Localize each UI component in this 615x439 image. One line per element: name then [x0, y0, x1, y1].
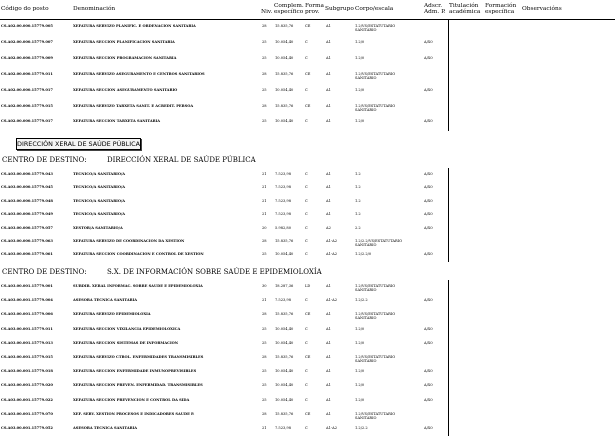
post-denomination: XEFATURA SERVIZO PLANIFIC. E ORDENACIÓN SANITARIA: [73, 24, 196, 28]
post-code: CS.A03.00.001.15779.018: [1, 369, 53, 374]
post-complement: 15.835,76: [275, 103, 294, 108]
post-denomination: XEFATURA SECCIÓN ENFERMIDADE INMUNOPREVISIBLES: [73, 369, 197, 374]
post-code: CS.A02.00.000.15779.005: [1, 24, 53, 28]
post-corps: 1.2/VS/ESTATUTARIO: [355, 284, 396, 288]
post-level: 21: [262, 172, 267, 176]
post-complement: 7.523,98: [275, 426, 292, 430]
post-level: 28: [262, 71, 267, 76]
column-rule: [448, 20, 449, 131]
table-row: [0, 383, 615, 389]
post-subgroup: A1: [326, 55, 331, 60]
post-provision-form: C: [305, 298, 308, 303]
post-adscription: A/X0: [424, 225, 433, 230]
post-subgroup: A1: [326, 87, 331, 92]
post-provision-form: C: [305, 185, 308, 190]
post-level: 28: [262, 24, 267, 28]
post-complement: 15.835,76: [275, 355, 294, 359]
post-corps: 1.2/0: [355, 397, 365, 402]
post-level: 25: [262, 87, 267, 92]
post-level: 25: [262, 119, 267, 124]
header-level: Niv.: [261, 9, 273, 15]
table-row: [0, 56, 615, 62]
post-code: CS.A03.00.001.15779.020: [1, 383, 53, 388]
post-subgroup: A1: [326, 411, 331, 416]
post-provision-form: C: [305, 212, 308, 217]
post-adscription: A/X0: [424, 198, 433, 203]
post-complement: 15.835,76: [275, 71, 294, 76]
post-complement: 10.054,40: [275, 369, 294, 374]
post-subgroup: A1: [326, 312, 331, 317]
post-code: CS.A03.00.001.15779.001: [1, 284, 53, 288]
table-row: [0, 72, 615, 78]
header-corps: Corpo/escala: [355, 6, 394, 12]
post-level: 25: [262, 383, 267, 388]
post-denomination: TÉCNICO/A SANITARIO/A: [73, 198, 126, 203]
post-denomination: TÉCNICO/A SANITARIO/A: [73, 185, 126, 190]
post-corps: SANITARIO: [355, 316, 377, 321]
post-denomination: SUBDIR. XERAL INFORMAC. SOBRE SAÚDE E EPIDEMIOLOXÍA: [73, 284, 203, 288]
post-corps: 1.2: [355, 172, 361, 176]
post-subgroup: A1: [326, 39, 331, 44]
post-complement: 15.835,76: [275, 411, 294, 416]
post-corps: 1.2/0: [355, 119, 365, 124]
header-observations: Observacións: [522, 6, 562, 12]
post-subgroup: A1: [326, 355, 331, 359]
post-code: CS.A03.00.000.15779.057: [1, 225, 53, 230]
post-corps: 2.2: [355, 225, 361, 230]
post-level: 30: [262, 284, 267, 288]
table-row: [0, 298, 615, 304]
post-subgroup: A1: [326, 397, 331, 402]
post-subgroup: A1-A2: [326, 239, 337, 243]
post-complement: 10.054,40: [275, 87, 294, 92]
post-corps: 1.2/0: [355, 340, 365, 345]
header-complement-top: Complem.: [274, 3, 304, 9]
post-adscription: A/X0: [424, 298, 433, 303]
post-complement: 10.054,40: [275, 252, 294, 257]
post-provision-form: CE: [305, 411, 311, 416]
post-provision-form: LD: [305, 284, 311, 288]
header-rule: [0, 19, 615, 20]
post-level: 25: [262, 39, 267, 44]
post-code: CS.A02.00.000.15779.009: [1, 55, 53, 60]
post-provision-form: C: [305, 198, 308, 203]
post-subgroup: A1-A2: [326, 252, 337, 257]
table-row: [0, 355, 615, 361]
table-row: [0, 369, 615, 375]
post-complement: 10.054,40: [275, 340, 294, 345]
post-code: CS.A03.00.000.15779.061: [1, 252, 53, 257]
post-denomination: XESTOR/A SANITARIO/A: [73, 225, 123, 230]
post-adscription: A/X0: [424, 369, 433, 374]
post-provision-form: C: [305, 252, 308, 257]
post-corps: SANITARIO: [355, 243, 377, 247]
table-row: [0, 40, 615, 46]
post-denomination: TÉCNICO/A SANITARIO/A: [73, 172, 126, 176]
post-provision-form: CE: [305, 71, 311, 76]
post-subgroup: A1: [326, 119, 331, 124]
post-level: 21: [262, 426, 267, 430]
header-complement-bottom: específico: [274, 9, 304, 15]
post-adscription: A/X0: [424, 340, 433, 345]
post-subgroup: A1: [326, 172, 331, 176]
post-provision-form: C: [305, 383, 308, 388]
post-provision-form: CE: [305, 312, 311, 317]
post-denomination: XEFATURA SECCIÓN PROGRAMACIÓN SANITARIA: [73, 55, 177, 60]
post-level: 28: [262, 312, 267, 317]
post-level: 21: [262, 298, 267, 303]
post-adscription: A/X0: [424, 185, 433, 190]
post-provision-form: C: [305, 87, 308, 92]
post-subgroup: A1: [326, 212, 331, 217]
table-row: [0, 426, 615, 432]
post-subgroup: A2: [326, 225, 331, 230]
table-row: [0, 172, 615, 178]
post-code: CS.A02.00.000.15779.007: [1, 39, 53, 44]
post-code: CS.A03.00.000.15779.045: [1, 185, 53, 190]
post-denomination: XEFATURA SECCIÓN SISTEMAS DE INFORMACIÓN: [73, 340, 179, 345]
post-complement: 10.054,40: [275, 397, 294, 402]
post-adscription: A/X0: [424, 39, 433, 44]
post-corps: 1.2/VS/ESTATUTARIO: [355, 355, 396, 359]
post-subgroup: A1-A2: [326, 298, 337, 303]
header-training-bottom: específica: [485, 9, 515, 15]
post-corps: 1.2/0: [355, 326, 365, 331]
post-code: CS.A03.00.001.15779.013: [1, 340, 53, 345]
header-adscription-top: Adscr.: [424, 3, 443, 9]
post-provision-form: CE: [305, 24, 311, 28]
post-corps: 1.2/2.2/VS/ESTATUTARIO: [355, 239, 403, 243]
post-subgroup: A1-A2: [326, 426, 337, 430]
post-corps: 1.2/VS/ESTATUTARIO: [355, 103, 396, 108]
post-subgroup: A1: [326, 369, 331, 374]
post-subgroup: A1: [326, 185, 331, 190]
post-adscription: A/X0: [424, 426, 433, 430]
post-adscription: A/X0: [424, 87, 433, 92]
post-adscription: A/X0: [424, 252, 433, 257]
post-level: 21: [262, 198, 267, 203]
post-subgroup: A1: [326, 71, 331, 76]
post-corps: 1.2/0: [355, 39, 365, 44]
post-complement: 7.523,98: [275, 172, 292, 176]
post-denomination: TÉCNICO/A SANITARIO/A: [73, 212, 126, 217]
post-corps: SANITARIO: [355, 75, 377, 80]
table-row: [0, 252, 615, 258]
table-row: [0, 104, 615, 110]
column-rule: [448, 168, 449, 262]
header-training-top: Formación: [485, 3, 517, 9]
table-row: [0, 312, 615, 321]
post-complement: 15.835,76: [275, 312, 294, 317]
post-denomination: ASESORA TÉCNICA SANITARIA: [73, 426, 138, 430]
table-row: [0, 284, 615, 290]
post-corps: SANITARIO: [355, 28, 377, 32]
post-subgroup: A1: [326, 340, 331, 345]
post-level: 25: [262, 340, 267, 345]
destination-label: CENTRO DE DESTINO:: [2, 156, 87, 164]
column-rule: [448, 280, 449, 436]
destination-value: S.X. DE INFORMACIÓN SOBRE SAÚDE E EPIDEMIOLOXÍA: [107, 268, 322, 276]
post-complement: 10.054,40: [275, 326, 294, 331]
post-corps: SANITARIO: [355, 107, 377, 112]
post-denomination: XEFATURA SECCIÓN VIXILANCIA EPIDEMIOLÓXICA: [73, 326, 181, 331]
post-code: CS.A02.00.000.15779.017: [1, 87, 53, 92]
post-level: 25: [262, 326, 267, 331]
table-row: [0, 239, 615, 245]
post-denomination: XEFATURA SECCIÓN PLANIFICACIÓN SANITARIA: [73, 39, 175, 44]
post-level: 28: [262, 103, 267, 108]
table-row: [0, 412, 615, 418]
post-code: CS.A03.00.001.15779.006: [1, 312, 53, 317]
post-level: 21: [262, 212, 267, 217]
table-row: [0, 398, 615, 404]
table-row: [0, 24, 615, 30]
post-subgroup: A1: [326, 198, 331, 203]
post-code: CS.A02.00.000.15779.015: [1, 103, 53, 108]
table-row: [0, 199, 615, 205]
post-denomination: XEFATURA SECCIÓN TARXETA SANITARIA: [73, 119, 161, 124]
post-denomination: XEFATURA SERVIZO CTROL. ENFERMIDADES TRANSMISIBLES: [73, 355, 204, 359]
post-corps: 1.2/2.2: [355, 426, 368, 430]
post-denomination: XEF. SERV. XESTIÓN PROCESOS E INDICADORES SAÚDE P.: [73, 411, 195, 416]
post-code: CS.A03.00.001.15779.011: [1, 326, 53, 331]
post-code: CS.A03.00.001.15779.022: [1, 397, 53, 402]
post-denomination: ASESORA TÉCNICA SANITARIA: [73, 298, 138, 303]
post-corps: 1.2/VS/ESTATUTARIO: [355, 312, 396, 317]
post-provision-form: C: [305, 225, 308, 230]
table-row: [0, 185, 615, 191]
header-academic-top: Titulación: [449, 3, 479, 9]
post-provision-form: C: [305, 39, 308, 44]
post-corps: SANITARIO: [355, 288, 377, 292]
post-adscription: A/X0: [424, 55, 433, 60]
post-subgroup: A1: [326, 383, 331, 388]
post-corps: 1.2/VS/ESTATUTARIO: [355, 24, 396, 28]
post-provision-form: C: [305, 239, 308, 243]
post-adscription: A/X0: [424, 397, 433, 402]
post-provision-form: C: [305, 55, 308, 60]
post-complement: 15.835,76: [275, 239, 294, 243]
post-level: 25: [262, 252, 267, 257]
post-subgroup: A1: [326, 284, 331, 288]
post-corps: 1.2/0: [355, 383, 365, 388]
table-row: [0, 226, 615, 232]
header-adscription-bottom: Adm. P.: [424, 9, 446, 15]
header-denomination: Denominación: [73, 6, 116, 12]
post-provision-form: C: [305, 172, 308, 176]
directorate-button[interactable]: DIRECCIÓN XERAL DE SAÚDE PÚBLICA: [17, 140, 140, 148]
post-subgroup: A1: [326, 103, 331, 108]
post-level: 25: [262, 397, 267, 402]
post-corps: 1.2/VS/ESTATUTARIO: [355, 411, 396, 416]
table-row: [0, 119, 615, 125]
post-complement: 18.287,36: [275, 284, 294, 288]
post-complement: 7.523,98: [275, 198, 292, 203]
destination-value: DIRECCIÓN XERAL DE SAÚDE PÚBLICA: [107, 156, 256, 164]
table-row: [0, 88, 615, 94]
post-corps: 1.2: [355, 185, 361, 190]
post-corps: 1.2/VS/ESTATUTARIO: [355, 71, 396, 76]
post-provision-form: CE: [305, 355, 311, 359]
post-complement: 7.523,98: [275, 212, 292, 217]
post-corps: 1.2: [355, 198, 361, 203]
post-code: CS.A03.00.000.15779.048: [1, 198, 53, 203]
destination-label: CENTRO DE DESTINO:: [2, 268, 87, 276]
post-code: CS.A03.00.001.15779.004: [1, 298, 53, 303]
post-corps: SANITARIO: [355, 415, 377, 420]
post-level: 28: [262, 239, 267, 243]
table-row: [0, 212, 615, 218]
post-provision-form: C: [305, 340, 308, 345]
post-corps: 1.2/2.2/0: [355, 252, 372, 257]
post-level: 28: [262, 355, 267, 359]
post-denomination: XEFATURA SECCIÓN ASEGURAMENTO SANITARIO: [73, 87, 178, 92]
post-complement: 10.054,40: [275, 119, 294, 124]
post-corps: 1.2/2.2: [355, 298, 368, 303]
post-code: CS.A02.00.000.15779.011: [1, 71, 53, 76]
header-form-bottom: prov.: [305, 9, 320, 15]
post-subgroup: A1: [326, 326, 331, 331]
post-code: CS.A03.00.000.15779.063: [1, 239, 53, 243]
post-corps: 1.2/0: [355, 369, 365, 374]
post-adscription: A/X0: [424, 212, 433, 217]
post-adscription: A/X0: [424, 172, 433, 176]
post-level: 21: [262, 185, 267, 190]
post-complement: 15.835,76: [275, 24, 294, 28]
post-denomination: XEFATURA SERVIZO DE COORDINACIÓN DA XESTIÓN: [73, 239, 185, 243]
post-level: 25: [262, 369, 267, 374]
post-provision-form: C: [305, 397, 308, 402]
post-adscription: A/X0: [424, 326, 433, 331]
post-adscription: A/X0: [424, 119, 433, 124]
table-row: [0, 327, 615, 333]
header-subgroup: Subgrupo: [325, 6, 354, 12]
header-form-top: Forma: [305, 3, 324, 9]
post-provision-form: C: [305, 119, 308, 124]
post-level: 25: [262, 55, 267, 60]
post-adscription: A/X0: [424, 383, 433, 388]
post-denomination: XEFATURA SERVIZO EPIDEMIOLOXÍA: [73, 312, 151, 317]
post-corps: SANITARIO: [355, 359, 377, 363]
post-code: CS.A03.00.001.15779.070: [1, 411, 53, 416]
post-denomination: XEFATURA SERVIZO ASEGURAMENTO E CENTROS SANITARIOS: [73, 71, 205, 76]
header-code: Código do posto: [1, 6, 49, 12]
post-complement: 7.523,98: [275, 298, 292, 303]
table-row: [0, 341, 615, 347]
post-level: 28: [262, 411, 267, 416]
post-denomination: XEFATURA SERVIZO TARXETA SANIT. E ACREDIT. PERSOA: [73, 103, 194, 108]
post-provision-form: CE: [305, 103, 311, 108]
post-code: CS.A03.00.001.15779.052: [1, 426, 53, 430]
post-denomination: XEFATURA SECCIÓN COORDINACIÓN E CONTROL DE XESTIÓN: [73, 252, 204, 257]
post-denomination: XEFATURA SECCIÓN PREVENCIÓN E CONTROL DA SIDA: [73, 397, 190, 402]
post-corps: 1.2/0: [355, 55, 365, 60]
post-complement: 10.054,40: [275, 39, 294, 44]
post-code: CS.A03.00.000.15779.049: [1, 212, 53, 217]
post-level: 20: [262, 225, 267, 230]
post-code: CS.A03.00.001.15779.015: [1, 355, 53, 359]
post-provision-form: C: [305, 326, 308, 331]
post-complement: 7.523,98: [275, 185, 292, 190]
post-subgroup: A1: [326, 24, 331, 28]
post-provision-form: C: [305, 426, 308, 430]
post-complement: 5.982,80: [275, 225, 292, 230]
post-complement: 10.054,40: [275, 55, 294, 60]
post-code: CS.A02.00.000.15779.017: [1, 119, 53, 124]
post-complement: 10.054,40: [275, 383, 294, 388]
post-corps: 1.2/0: [355, 87, 365, 92]
header-academic-bottom: académica: [449, 9, 481, 15]
post-corps: 1.2: [355, 212, 361, 217]
post-code: CS.A03.00.000.15779.043: [1, 172, 53, 176]
post-denomination: XEFATURA SECCIÓN PREVEN. ENFERMIDAD. TRANSMISIBLES: [73, 383, 203, 388]
post-provision-form: C: [305, 369, 308, 374]
